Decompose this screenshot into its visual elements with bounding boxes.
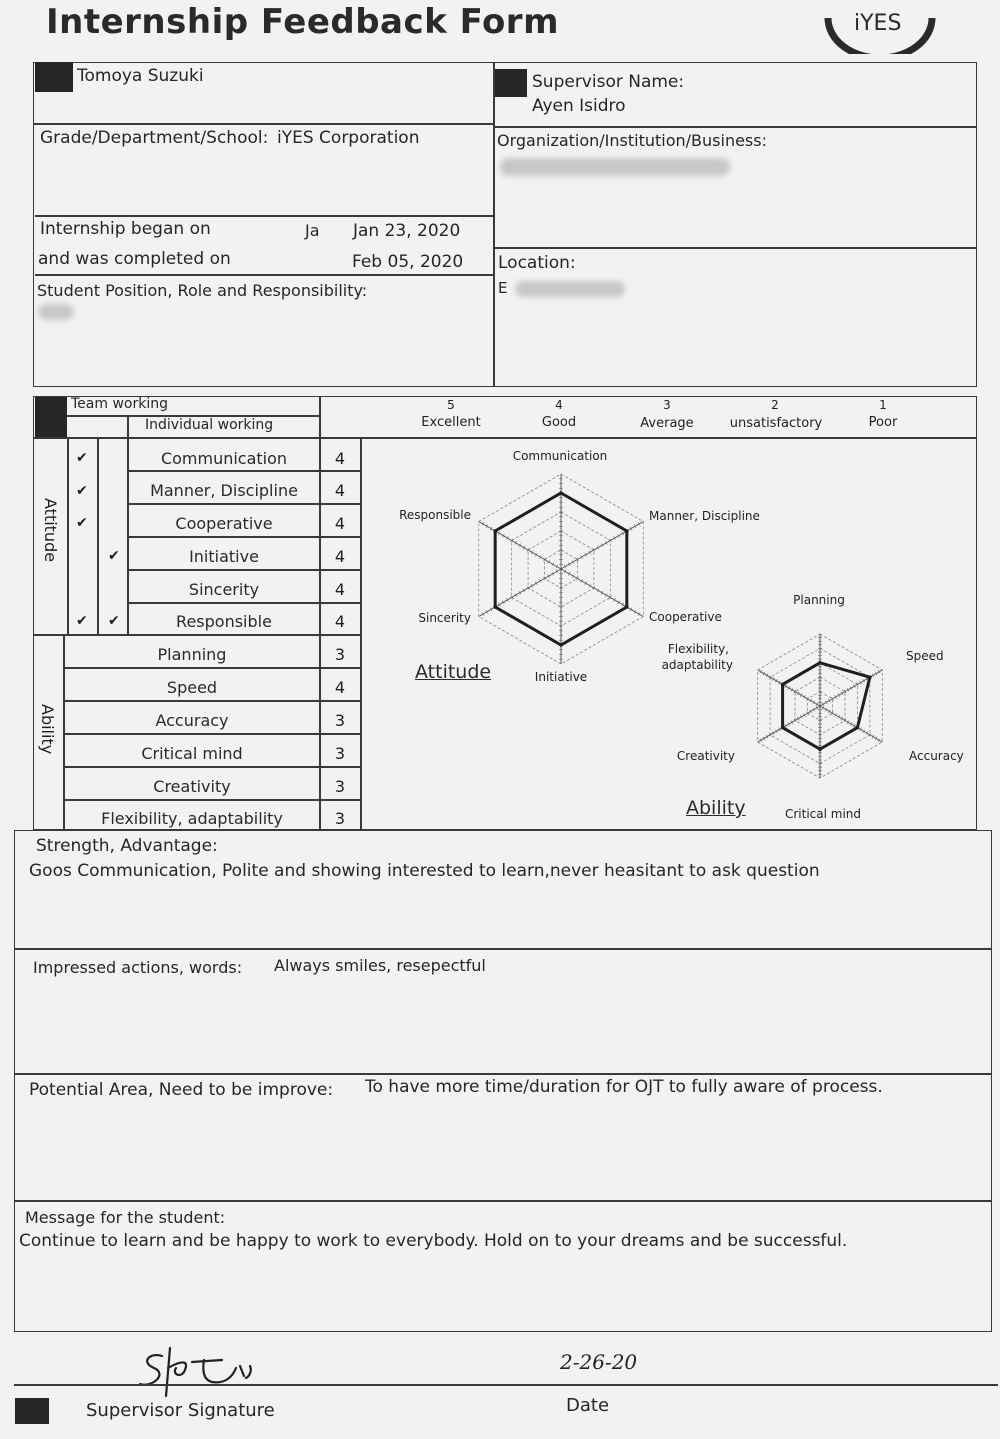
radar-data-point <box>493 529 497 533</box>
radar-data-point <box>625 605 629 609</box>
attitude-item: Responsible <box>176 612 272 631</box>
strength-text: Goos Communication, Polite and showing interested to learn,never heasitant to ask question <box>29 861 820 881</box>
grade-value: iYES Corporation <box>277 128 420 148</box>
began-label: Internship began on <box>40 219 211 239</box>
ability-score: 3 <box>334 809 346 828</box>
attitude-score: 4 <box>334 612 346 631</box>
signed-date: 2-26-20 <box>560 1350 638 1374</box>
radar-axis-label: Accuracy <box>909 749 964 763</box>
individual-check: ✔ <box>108 548 120 564</box>
org-label: Organization/Institution/Business: <box>497 131 767 150</box>
scale-label: Excellent <box>421 415 481 430</box>
ability-item: Creativity <box>153 777 231 796</box>
position-label: Student Position, Role and Responsibility: <box>37 281 368 300</box>
team-check: ✔ <box>76 450 88 466</box>
attitude-item: Sincerity <box>188 580 260 599</box>
attitude-item: Initiative <box>189 547 259 566</box>
ability-item: Planning <box>157 645 227 664</box>
scale-label: Good <box>541 415 577 430</box>
team-check: ✔ <box>76 613 88 629</box>
radar-axis-label: Speed <box>906 649 944 663</box>
radar-axis-label: Creativity <box>676 749 735 763</box>
location-value: E <box>498 279 508 297</box>
radar-axis-label: Sincerity <box>418 611 471 625</box>
message-text: Continue to learn and be happy to work to everybody. Hold on to your dreams and be successful. <box>19 1231 848 1251</box>
attitude-item: Communication <box>160 449 288 468</box>
radar-axis-label: Initiative <box>534 670 588 684</box>
ability-score: 4 <box>334 678 346 697</box>
potential-text: To have more time/duration for OJT to fully aware of process. <box>365 1077 883 1097</box>
began-date: Jan 23, 2020 <box>353 221 461 241</box>
individual-check: ✔ <box>108 613 120 629</box>
radar-axis-label: Cooperative <box>649 610 722 624</box>
signature-label: Supervisor Signature <box>86 1400 275 1421</box>
redacted-location <box>515 281 625 297</box>
ability-score: 3 <box>334 744 346 763</box>
radar-charts <box>361 438 976 830</box>
scale-label: Average <box>640 416 694 431</box>
supervisor-signature-image <box>132 1338 282 1398</box>
student-name: Tomoya Suzuki <box>77 66 204 86</box>
attitude-score: 4 <box>334 481 346 500</box>
ability-item: Flexibility, adaptability <box>101 809 283 828</box>
radar-data-point <box>559 643 563 647</box>
team-working-label: Team working <box>71 396 168 412</box>
supervisor-name-label: Supervisor Name: <box>532 72 685 92</box>
team-check: ✔ <box>76 515 88 531</box>
radar-axis-label: adaptability <box>661 658 733 672</box>
radar-series-polygon <box>783 663 870 749</box>
scale-number: 1 <box>879 398 887 412</box>
radar-data-point <box>818 661 822 665</box>
supervisor-name-value: Ayen Isidro <box>532 96 626 116</box>
attitude-group-label: Attitude <box>41 498 60 563</box>
grade-label: Grade/Department/School: <box>40 128 269 148</box>
radar-data-point <box>818 747 822 751</box>
location-label: Location: <box>498 253 576 273</box>
radar-data-point <box>493 605 497 609</box>
date-label: Date <box>566 1395 610 1416</box>
radar-axis-label: Manner, Discipline <box>649 509 760 523</box>
strength-label: Strength, Advantage: <box>36 836 218 856</box>
attitude-chart-title: Attitude <box>415 661 492 683</box>
attitude-score: 4 <box>334 514 346 533</box>
ability-score: 3 <box>334 711 346 730</box>
radar-axis-label: Communication <box>512 449 608 463</box>
form-title: Internship Feedback Form <box>46 2 560 42</box>
radar-data-point <box>868 675 872 679</box>
radar-axis-label: Responsible <box>399 508 471 522</box>
scale-number: 5 <box>447 398 455 412</box>
iyes-logo <box>820 4 940 54</box>
impressed-label: Impressed actions, words: <box>33 958 243 977</box>
ability-item: Speed <box>166 678 218 697</box>
individual-working-label: Individual working <box>145 417 274 433</box>
radar-axis-label: Flexibility, <box>667 642 729 656</box>
completed-date: Feb 05, 2020 <box>352 252 464 272</box>
scale-label: unsatisfactory <box>729 416 823 431</box>
ability-item: Critical mind <box>141 744 243 763</box>
radar-data-point <box>559 491 563 495</box>
redacted-position <box>38 304 74 320</box>
attitude-item: Cooperative <box>175 514 273 533</box>
radar-data-point <box>625 529 629 533</box>
radar-data-point <box>856 726 860 730</box>
completed-label: and was completed on <box>38 249 231 269</box>
ability-item: Accuracy <box>155 711 229 730</box>
potential-label: Potential Area, Need to be improve: <box>29 1080 334 1100</box>
scale-number: 3 <box>663 398 671 412</box>
ability-score: 3 <box>334 777 346 796</box>
redacted-organization <box>500 158 730 176</box>
scale-number: 4 <box>555 398 563 412</box>
svg-text:iYES: iYES <box>854 11 902 36</box>
radar-chart-1 <box>662 593 964 821</box>
radar-data-point <box>781 683 785 687</box>
radar-axis-label: Critical mind <box>784 807 862 821</box>
ability-chart-title: Ability <box>686 797 746 819</box>
ability-group-label: Ability <box>38 704 57 755</box>
message-label: Message for the student: <box>25 1208 226 1227</box>
began-stray-text: Ja <box>305 221 320 240</box>
attitude-score: 4 <box>334 580 346 599</box>
attitude-score: 4 <box>334 449 346 468</box>
scale-label: Poor <box>868 415 898 430</box>
radar-axis-label: Planning <box>793 593 845 607</box>
attitude-score: 4 <box>334 547 346 566</box>
radar-data-point <box>781 726 785 730</box>
scale-number: 2 <box>771 398 779 412</box>
attitude-item: Manner, Discipline <box>150 481 298 500</box>
ability-score: 3 <box>334 645 346 664</box>
team-check: ✔ <box>76 483 88 499</box>
impressed-text: Always smiles, resepectful <box>274 956 486 975</box>
